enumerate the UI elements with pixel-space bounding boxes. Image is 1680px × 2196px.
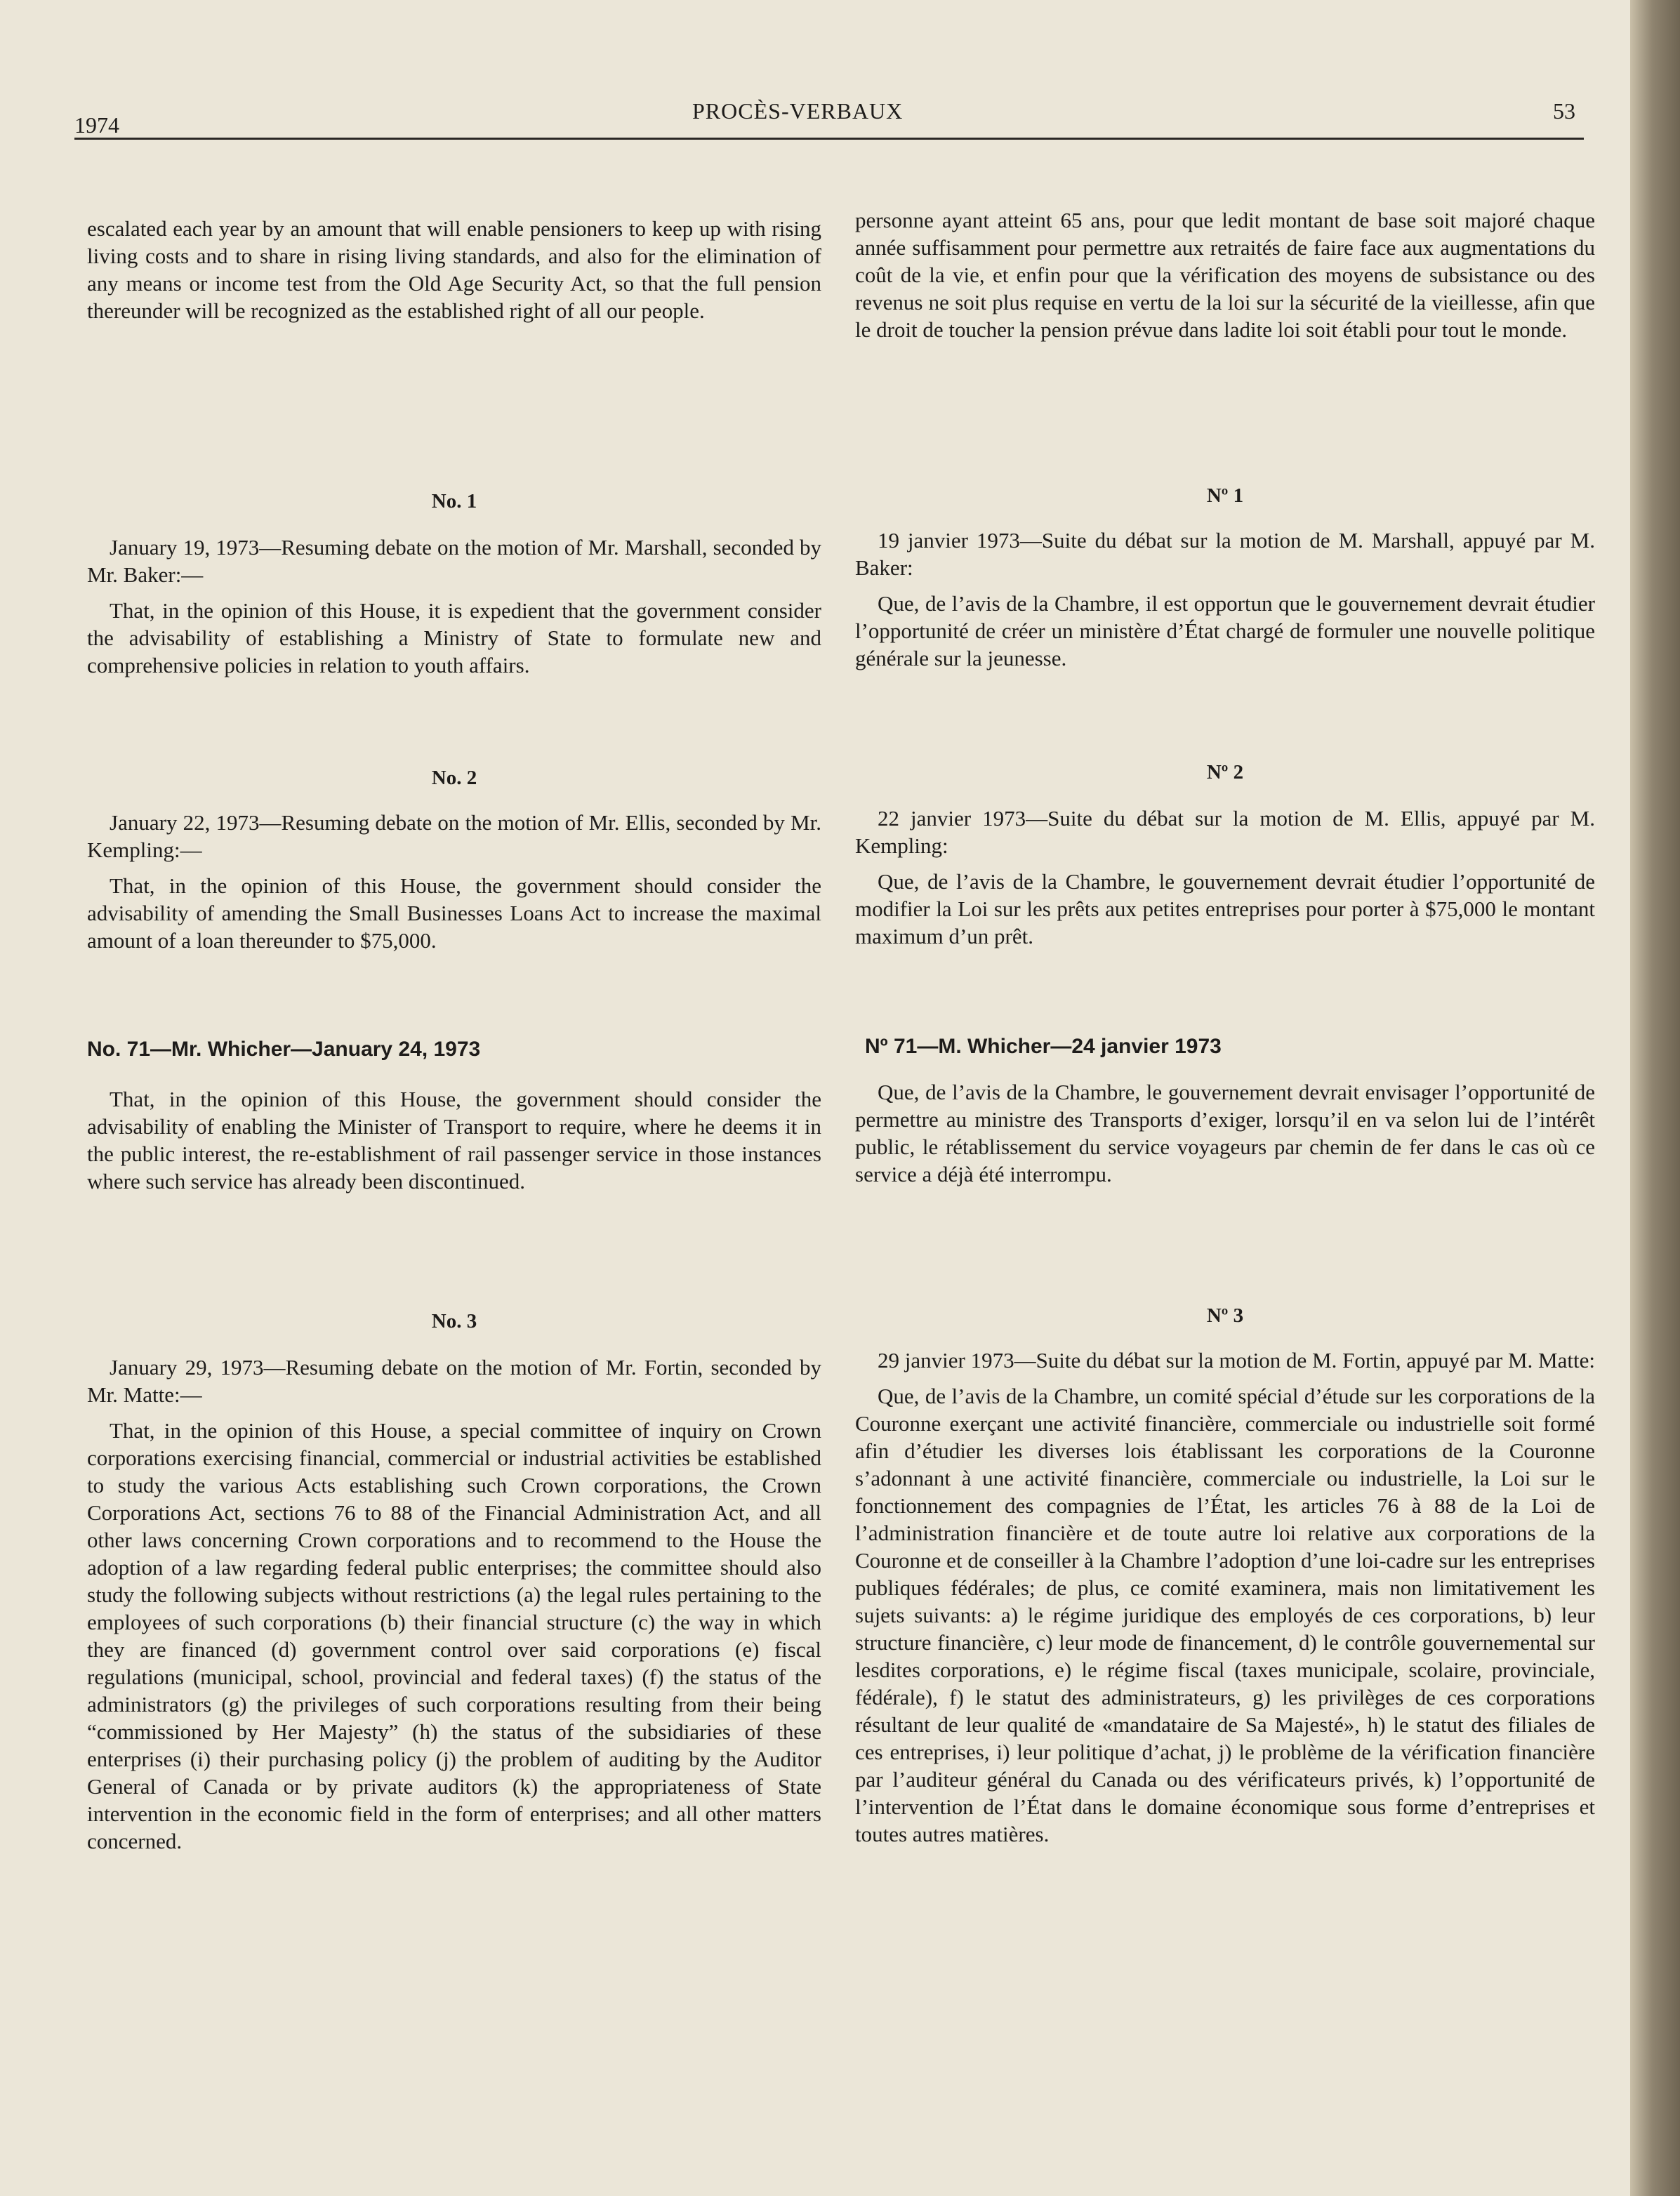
en-no2-section xyxy=(87,809,821,954)
fr-no1-section xyxy=(855,527,1595,672)
fr-no2-heading: Nº 2 xyxy=(1206,761,1244,783)
en-intro-text: escalated each year by an amount that will enable pensioners to keep up with rising living costs and to share in rising living standards, and also for the elimination of any means or income test from the Old Age Security Act, so that the full pension thereunder will be recognized as the established right of all our people. xyxy=(87,216,821,323)
en-no2-heading: No. 2 xyxy=(431,767,477,789)
fr-no71-heading: Nº 71—M. Whicher—24 janvier 1973 xyxy=(865,1035,1222,1058)
en-no2-body: That, in the opinion of this House, the government should consider the advisability of amending the Small Businesses Loans Act to increase the maximal amount of a loan thereunder to $75,000. xyxy=(87,873,821,953)
fr-no2-body: Que, de l’avis de la Chambre, le gouvernement devrait étudier l’opportunité de modifier la Loi sur les prêts aux petites entreprises pour porter à $75,000 le montant maximum d’un prêt. xyxy=(855,869,1595,948)
fr-no1-body: Que, de l’avis de la Chambre, il est opportun que le gouvernement devrait étudier l’opportunité de créer un ministère d’État chargé de formuler une nouvelle politique générale sur la jeunesse. xyxy=(855,591,1595,670)
fr-no3-lead: 29 janvier 1973—Suite du débat sur la motion de M. Fortin, appuyé par M. Matte: xyxy=(878,1348,1595,1372)
en-no3-lead: January 29, 1973—Resuming debate on the motion of Mr. Fortin, seconded by Mr. Matte:— xyxy=(87,1355,821,1407)
fr-no71-body: Que, de l’avis de la Chambre, le gouvernement devrait envisager l’opportunité de permettre au ministre des Transports d’exiger, lorsqu’il en va selon lui de l’intérêt public, le rétablissement du service voyageurs par chemin de fer dans le cas où ce service a déjà été interrompu. xyxy=(855,1080,1595,1186)
fr-no3-section xyxy=(855,1347,1595,1848)
fr-no71-section xyxy=(855,1078,1595,1188)
en-no1-heading: No. 1 xyxy=(431,490,477,512)
en-no2-lead: January 22, 1973—Resuming debate on the motion of Mr. Ellis, seconded by Mr. Kempling:— xyxy=(87,810,821,862)
fr-no1-heading: Nº 1 xyxy=(1206,484,1244,507)
fr-intro-text: personne ayant atteint 65 ans, pour que ledit montant de base soit majoré chaque année suffisamment pour permettre aux retraités de faire face aux augmentations du coût de la vie, et enfin pour que la vérification des moyens de subsistance ou des revenus ne soit plus requise en vertu de la loi sur la sécurité de la vieillesse, afin que le droit de toucher la pension prévue dans ladite loi soit établi pour tout le monde. xyxy=(855,208,1595,342)
header-year: 1974 xyxy=(74,112,119,138)
en-no1-lead: January 19, 1973—Resuming debate on the motion of Mr. Marshall, seconded by Mr. Baker:— xyxy=(87,535,821,587)
header-title: PROCÈS-VERBAUX xyxy=(692,98,904,124)
en-no3-heading: No. 3 xyxy=(431,1310,477,1332)
en-no71-section xyxy=(87,1085,821,1195)
en-no3-body: That, in the opinion of this House, a special committee of inquiry on Crown corporations exercising financial, commercial or industrial activities be established to study the various Acts establishing such Crown corporations, the Crown Corporations Act, sections 76 to 88 of the Financial Administration Act, and all other laws concerning Crown corporations and to recommend to the House the adoption of a law regarding federal public enterprises; the committee should also study the following subjects without restrictions (a) the legal rules pertaining to the employees of such corporations (b) their financial structure (c) the way in which they are financed (d) government control over said corporations (e) fiscal regulations (municipal, school, provincial and federal taxes) (f) the status of the administrators (g) the privileges of such corporations resulting from their being “commissioned by Her Majesty” (h) the status of the subsidiaries of these enterprises (i) their purchasing policy (j) the problem of auditing by the Auditor General of Canada or by private auditors (k) the appropriateness of State intervention in the economic field in the form of enterprises; and all other matters concerned. xyxy=(87,1418,821,1853)
header-rule xyxy=(74,138,1584,140)
header-page-number: 53 xyxy=(1553,98,1575,124)
en-no3-section xyxy=(87,1354,821,1855)
fr-intro xyxy=(855,206,1595,343)
fr-no2-lead: 22 janvier 1973—Suite du débat sur la motion de M. Ellis, appuyé par M. Kempling: xyxy=(855,806,1595,858)
fr-no3-body: Que, de l’avis de la Chambre, un comité spécial d’étude sur les corporations de la Couronne exerçant une activité financière, commerciale ou industrielle soit formé afin d’étudier les diverses lois établissant les corporations de la Couronne s’adonnant à une activité financière, commerciale ou industrielle, la Loi sur le fonctionnement des compagnies de l’État, les articles 76 à 88 de la Loi de l’administration financière et de toute autre loi relative aux corporations de la Couronne et de conseiller à la Chambre l’adoption d’une loi-cadre sur les entreprises publiques fédérales; de plus, ce comité examinera, mais non limitativement les sujets suivants: a) le régime juridique des employés de ces corporations, b) leur structure financière, c) leur mode de financement, d) le contrôle gouvernemental sur lesdites corporations, e) le régime fiscal (taxes municipale, scolaire, provinciale, fédérale), f) le statut des administrateurs, g) les privilèges de ces corporations résultant de leur qualité de «mandataire de Sa Majesté», h) le statut des filiales de ces entreprises, i) leur politique d’achat, j) le problème de la vérification financière par l’auditeur général du Canada ou des vérificateurs privés, k) l’opportunité de l’intervention de l’État dans le domaine économique sous forme d’entreprises et toutes autres matières. xyxy=(855,1384,1595,1846)
en-no1-section xyxy=(87,534,821,679)
book-page-edge xyxy=(1630,0,1680,2196)
en-no1-body: That, in the opinion of this House, it is expedient that the government consider the advisability of establishing a Ministry of State to formulate new and comprehensive policies in relation to youth affairs. xyxy=(87,598,821,677)
en-intro xyxy=(87,215,821,324)
en-no71-heading: No. 71—Mr. Whicher—January 24, 1973 xyxy=(87,1038,481,1061)
fr-no1-lead: 19 janvier 1973—Suite du débat sur la motion de M. Marshall, appuyé par M. Baker: xyxy=(855,528,1595,580)
en-no71-body: That, in the opinion of this House, the government should consider the advisability of enabling the Minister of Transport to require, where he deems it in the public interest, the re-establishment of rail passenger service in those instances where such service has already been discontinued. xyxy=(87,1087,821,1193)
fr-no3-heading: Nº 3 xyxy=(1206,1304,1244,1327)
fr-no2-section xyxy=(855,805,1595,950)
